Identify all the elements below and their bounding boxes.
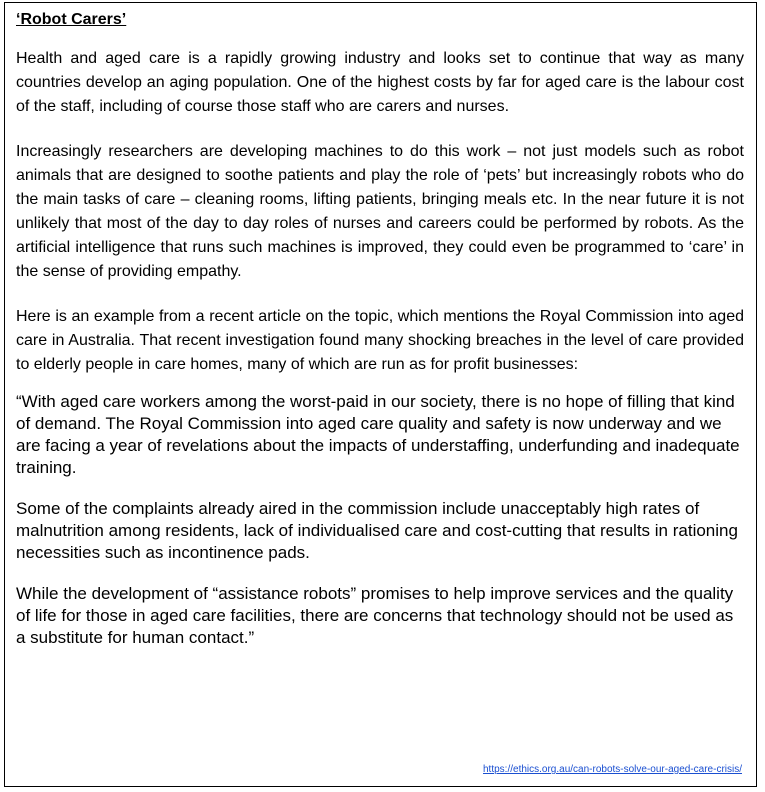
intro-paragraph-3: Here is an example from a recent article on the topic, which mentions the Royal Commission into aged care in Australia. That recent investigation found many shocking breaches in the level of care provided to elderly people in care homes, many of which are run as for profit businesses: — [16, 308, 744, 373]
document-title: ‘Robot Carers’ — [16, 11, 127, 28]
quote-paragraph-3: While the development of “assistance robots” promises to help improve services and the quality of life for those in aged care facilities, there are concerns that technology should not be used as a substitute for human contact.” — [16, 584, 734, 647]
intro-paragraph-1: Health and aged care is a rapidly growing industry and looks set to continue that way as many countries develop an aging population. One of the highest costs by far for aged care is the labour cost of the staff, including of course those staff who are carers and nurses. — [16, 50, 744, 115]
document-frame — [4, 2, 757, 787]
quote-paragraph-1: “With aged care workers among the worst-paid in our society, there is no hope of filling that kind of demand. The Royal Commission into aged care quality and safety is now underway and we are facing a year of revelations about the impacts of understaffing, underfunding and inadequate training. — [16, 392, 740, 477]
quote-paragraph-2: Some of the complaints already aired in the commission include unacceptably high rates of malnutrition among residents, lack of individualised care and cost-cutting that results in rationing necessities such as incontinence pads. — [16, 499, 738, 562]
intro-paragraph-2: Increasingly researchers are developing machines to do this work – not just models such as robot animals that are designed to soothe patients and play the role of ‘pets’ but increasingly robots who do the main tasks of care – cleaning rooms, lifting patients, bringing meals etc. In the near future it is not unlikely that most of the day to day roles of nurses and careers could be performed by robots. As the artificial intelligence that runs such machines is improved, they could even be programmed to ‘care’ in the sense of providing empathy. — [16, 143, 744, 280]
source-link[interactable]: https://ethics.org.au/can-robots-solve-our-aged-care-crisis/ — [483, 764, 742, 775]
